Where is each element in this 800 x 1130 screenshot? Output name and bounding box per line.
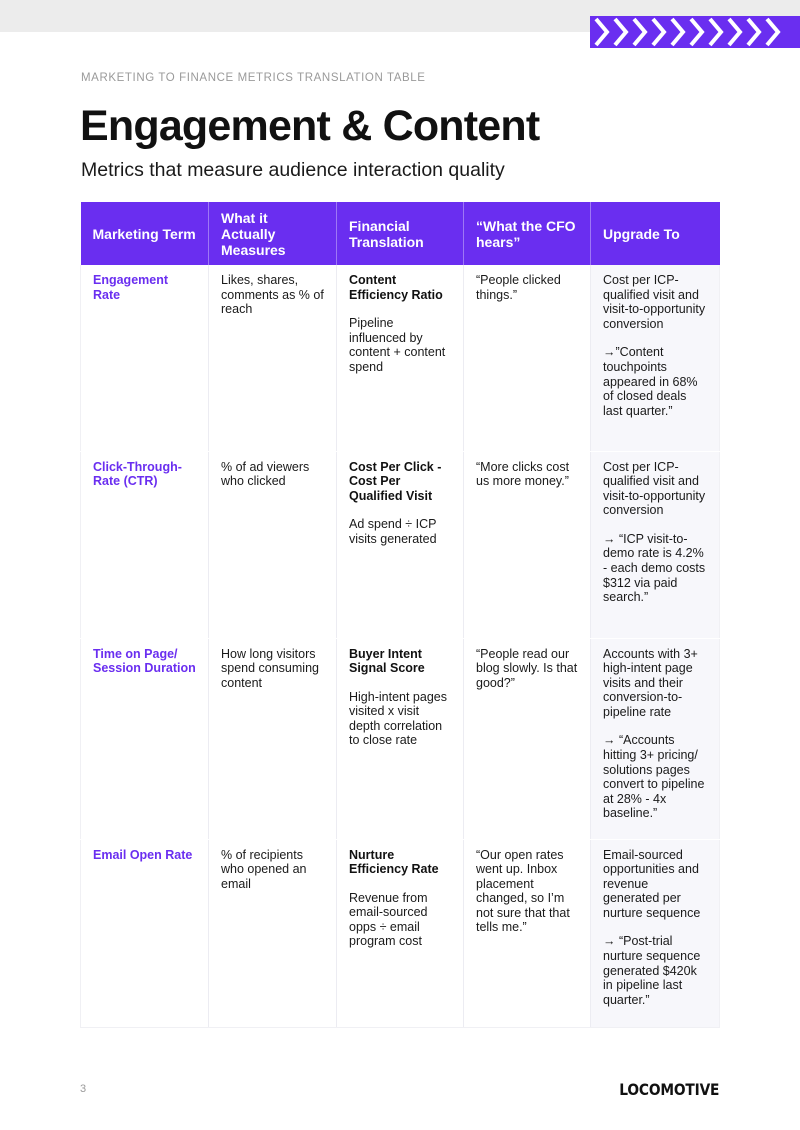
financial-cell	[337, 451, 464, 638]
financial-description: Revenue from email-sourced opps ÷ email program cost	[349, 890, 428, 949]
cfo-hears-cell: “People clicked things.”	[464, 265, 591, 451]
measures-cell: Likes, shares, comments as % of reach	[209, 265, 337, 451]
term-cell	[81, 265, 209, 451]
financial-cell	[337, 265, 464, 451]
marketing-term: Engagement Rate	[93, 273, 169, 302]
upgrade-cell	[591, 638, 720, 839]
cfo-hears-cell: “More clicks cost us more money.”	[464, 451, 591, 638]
table-row	[81, 638, 720, 839]
measures-cell: % of recipients who opened an email	[209, 839, 337, 1027]
upgrade-text: Accounts with 3+ high-intent page visits and their conversion-to-pipeline rate	[603, 646, 698, 719]
financial-description: High-intent pages visited x visit depth correlation to close rate	[349, 689, 447, 748]
header-upgrade-to: Upgrade To	[591, 202, 720, 265]
upgrade-text: Cost per ICP-qualified visit and visit-to-opportunity conversion	[603, 459, 706, 518]
chevron-pattern-icon	[590, 16, 800, 48]
cfo-hears-cell: “Our open rates went up. Inbox placement changed, so I’m not sure that that tells me.”	[464, 839, 591, 1027]
header-marketing-term: Marketing Term	[81, 202, 209, 265]
locomotive-logo: LOCOMOTIVE	[618, 1080, 719, 1099]
financial-cell	[337, 638, 464, 839]
measures-cell: How long visitors spend consuming content	[209, 638, 337, 839]
table-row	[81, 265, 720, 451]
upgrade-text: Cost per ICP-qualified visit and visit-to-opportunity conversion	[603, 273, 706, 331]
upgrade-cell	[591, 451, 720, 638]
financial-cell	[337, 839, 464, 1027]
page-title: Engagement & Content	[80, 102, 540, 150]
financial-title: Cost Per Click - Cost Per Qualified Visit	[349, 459, 442, 503]
page-number: 3	[80, 1083, 87, 1095]
upgrade-quote: → “Post-trial nurture sequence generated $420k in pipeline last quarter.”	[603, 934, 701, 1007]
table-row	[81, 451, 720, 638]
upgrade-text: Email-sourced opportunities and revenue generated per nurture sequence	[603, 847, 701, 920]
marketing-term: Click-Through-Rate (CTR)	[93, 459, 182, 489]
measures-cell: % of ad viewers who clicked	[209, 451, 337, 638]
header-what-it-measures: What it Actually Measures	[209, 202, 337, 265]
page-subtitle: Metrics that measure audience interaction quality	[81, 159, 505, 181]
table-header-row	[81, 202, 720, 265]
financial-title: Nurture Efficiency Rate	[349, 847, 439, 877]
term-cell	[81, 839, 209, 1027]
upgrade-cell	[591, 839, 720, 1027]
table-row	[81, 839, 720, 1027]
upgrade-quote: →”Content touchpoints appeared in 68% of closed deals last quarter.”	[603, 345, 698, 418]
upgrade-cell	[591, 265, 720, 451]
header-financial-translation: Financial Translation	[337, 202, 464, 265]
financial-title: Content Efficiency Ratio	[349, 273, 443, 302]
financial-title: Buyer Intent Signal Score	[349, 646, 425, 676]
metrics-table	[80, 202, 720, 1028]
header-cfo-hears: “What the CFO hears”	[464, 202, 591, 265]
financial-description: Ad spend ÷ ICP visits generated	[349, 517, 437, 546]
marketing-term: Time on Page/ Session Duration	[93, 646, 196, 676]
term-cell	[81, 638, 209, 839]
upgrade-quote: → “ICP visit-to-demo rate is 4.2% - each demo costs $312 via paid search.”	[603, 531, 706, 605]
cfo-hears-cell: “People read our blog slowly. Is that good?”	[464, 638, 591, 839]
marketing-term: Email Open Rate	[93, 847, 193, 862]
term-cell	[81, 451, 209, 638]
upgrade-quote: → “Accounts hitting 3+ pricing/ solutions pages convert to pipeline at 28% - 4x baseline.”	[603, 733, 705, 821]
financial-description: Pipeline influenced by content + content spend	[349, 316, 446, 374]
section-eyebrow: MARKETING TO FINANCE METRICS TRANSLATION TABLE	[81, 72, 426, 84]
